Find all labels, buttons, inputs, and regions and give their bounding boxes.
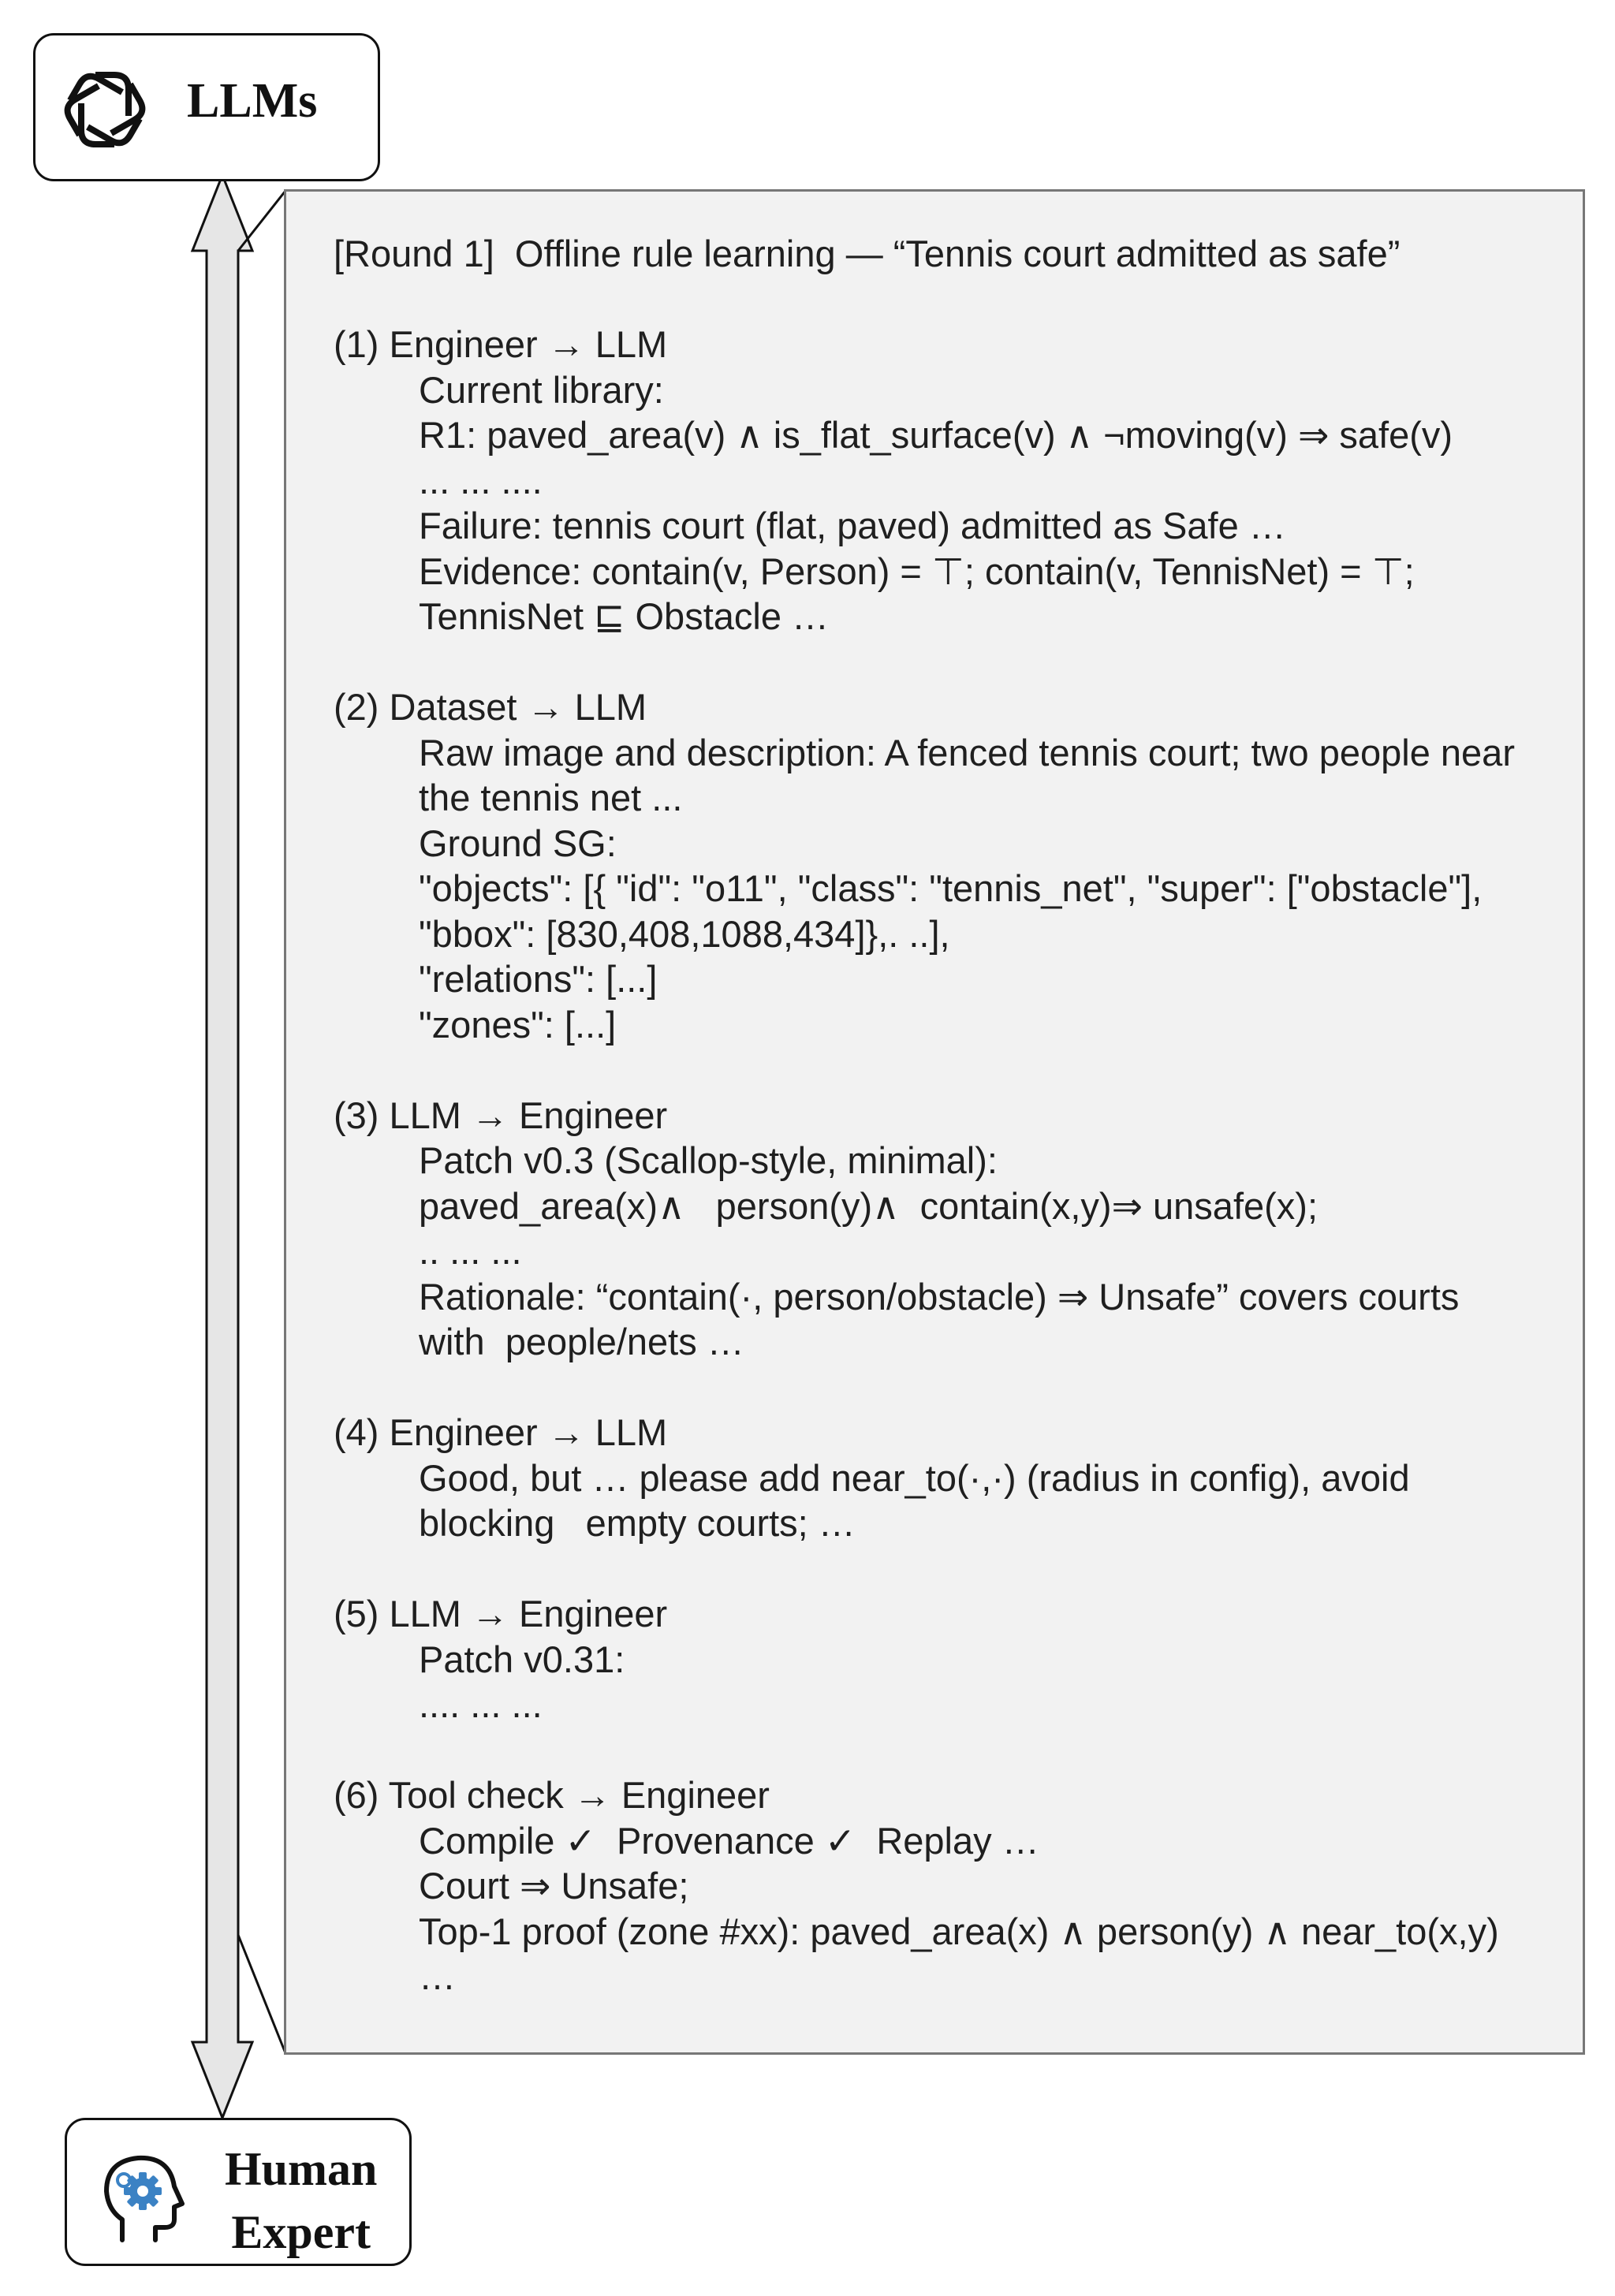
llm-node: [33, 33, 380, 181]
step-line: Raw image and description: A fenced tennis court; two people near: [419, 731, 1515, 773]
callout-line-top: [238, 191, 285, 251]
step-line: "bbox": [830,408,1088,434]},. ..],: [419, 912, 950, 955]
dialog-title: [Round 1] Offline rule learning — “Tennis court admitted as safe”: [334, 233, 1401, 274]
step-line: Ground SG:: [419, 822, 617, 864]
step-line: R1: paved_area(v) ∧ is_flat_surface(v) ∧ ¬moving(v) ⇒ safe(v): [419, 414, 1453, 456]
step-line: the tennis net ...: [419, 777, 683, 818]
human-head-gear-icon: [91, 2144, 193, 2246]
step-line: Court ⇒ Unsafe;: [419, 1865, 689, 1906]
step-line: Good, but … please add near_to(·,·) (radius in config), avoid: [419, 1456, 1410, 1499]
step-line: with people/nets …: [419, 1321, 744, 1362]
step-line: …: [419, 1955, 456, 1997]
step-heading: (6) Tool check → Engineer: [334, 1774, 770, 1816]
step-line: Patch v0.31:: [419, 1638, 625, 1680]
step-line: Compile ✓ Provenance ✓ Replay …: [419, 1819, 1039, 1862]
human-expert-label: [225, 2138, 377, 2264]
step-line: Evidence: contain(v, Person) = ⊤; contain(v, TennisNet) = ⊤;: [419, 550, 1415, 592]
step-line: ... ... ....: [419, 459, 543, 501]
step-line: Current library:: [419, 368, 664, 411]
openai-logo-icon: [58, 62, 152, 157]
step-line: Failure: tennis court (flat, paved) admitted as Safe …: [419, 505, 1286, 546]
step-4: [334, 1410, 1559, 1546]
step-heading: (3) LLM → Engineer: [334, 1094, 668, 1136]
step-line: "zones": [...]: [419, 1003, 617, 1046]
human-expert-label-line2: Expert: [231, 2206, 371, 2258]
human-expert-node: [65, 2118, 412, 2266]
dialog-text: [334, 231, 1559, 2000]
step-5: [334, 1591, 1559, 1728]
double-headed-arrow: [192, 175, 252, 2118]
dialog-panel: [284, 189, 1585, 2055]
step-line: TennisNet ⊑ Obstacle …: [419, 595, 830, 637]
step-1: [334, 322, 1559, 639]
step-line: blocking empty courts; …: [419, 1502, 856, 1544]
llm-node-label: LLMs: [187, 74, 318, 128]
human-expert-label-line1: Human: [225, 2143, 378, 2195]
step-heading: (1) Engineer → LLM: [334, 323, 668, 365]
step-line: paved_area(x)∧ person(y)∧ contain(x,y)⇒ unsafe(x);: [419, 1184, 1318, 1227]
step-line: .. ... ...: [419, 1230, 522, 1272]
step-line: "relations": [...]: [419, 958, 658, 1000]
step-line: Top-1 proof (zone #xx): paved_area(x) ∧ person(y) ∧ near_to(x,y): [419, 1910, 1499, 1952]
step-heading: (2) Dataset → LLM: [334, 686, 647, 728]
callout-line-bottom: [238, 1935, 285, 2053]
step-heading: (4) Engineer → LLM: [334, 1411, 668, 1453]
step-3: [334, 1093, 1559, 1365]
step-line: .... ... ...: [419, 1683, 543, 1725]
step-6: [334, 1772, 1559, 2000]
step-2: [334, 684, 1559, 1047]
step-line: "objects": [{ "id": "o11", "class": "tennis_net", "super": ["obstacle"],: [419, 867, 1483, 909]
step-heading: (5) LLM → Engineer: [334, 1593, 668, 1634]
step-line: Patch v0.3 (Scallop-style, minimal):: [419, 1139, 998, 1181]
step-line: Rationale: “contain(·, person/obstacle) ⇒ Unsafe” covers courts: [419, 1275, 1460, 1318]
